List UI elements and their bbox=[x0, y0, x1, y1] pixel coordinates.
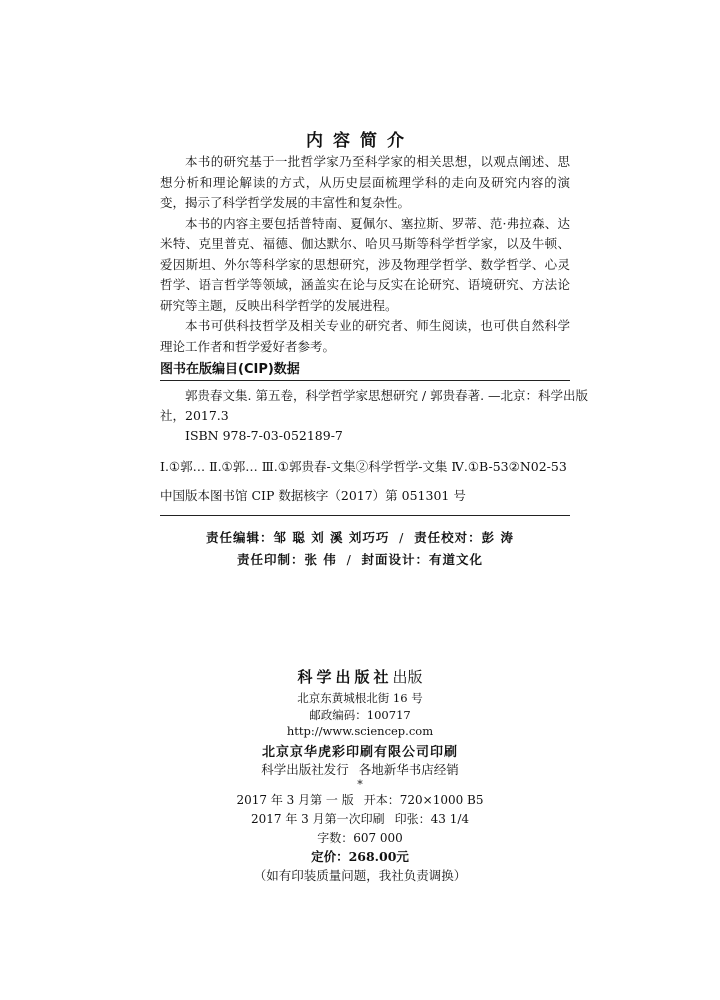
edition-line-1 bbox=[0, 791, 720, 808]
quality-note: （如有印装质量问题，我社负责调换） bbox=[253, 868, 467, 883]
sheets: 印张：43 1/4 bbox=[394, 812, 470, 826]
star-mark: * bbox=[357, 778, 363, 791]
price-value: 268.00元 bbox=[348, 849, 409, 864]
summary-paragraph-3: 本书可供科技哲学及相关专业的研究者、师生阅读，也可供自然科学理论工作者和哲学爱好者参考。 bbox=[160, 318, 570, 354]
cip-heading: 图书在版编目(CIP)数据 bbox=[160, 362, 300, 377]
cip-classification: Ⅰ.①郭… Ⅱ.①郭… Ⅲ.①郭贵春-文集②科学哲学-文集 Ⅳ.①B-53②N02-53 bbox=[160, 459, 567, 474]
price-line bbox=[0, 847, 720, 865]
publisher-line bbox=[0, 666, 720, 687]
summary-body bbox=[160, 152, 570, 357]
summary-paragraph-2: 本书的内容主要包括普特南、夏佩尔、塞拉斯、罗蒂、范·弗拉森、达米特、克里普克、福德、伽达默尔、哈贝马斯等科学哲学家，以及牛顿、爱因斯坦、外尔等科学家的思想研究，涉及物理学哲学、数学哲学、心灵哲学、语言哲学等领域，涵盖实在论与反实在论研究、语境研究、方法论研究等主题，反映出科学哲学的发展进程。 bbox=[160, 215, 570, 313]
printing-date: 2017 年 3 月第一次印刷 bbox=[250, 812, 385, 826]
postal-code: 邮政编码：100717 bbox=[309, 708, 411, 722]
publisher-suffix: 出版 bbox=[392, 668, 423, 686]
cip-entry-line-2: 社，2017.3 bbox=[160, 408, 229, 423]
summary-title: 内容简介 bbox=[306, 131, 414, 151]
editors: 邹 聪 刘 溪 刘巧巧 bbox=[273, 530, 390, 545]
publisher-address: 北京东黄城根北街 16 号 bbox=[297, 691, 423, 705]
cip-entry bbox=[160, 386, 589, 446]
cip-isbn: ISBN 978-7-03-052189-7 bbox=[185, 428, 343, 443]
cip-entry-line-1: 郭贵春文集. 第五卷，科学哲学家思想研究 / 郭贵春著. —北京：科学出版 bbox=[185, 388, 589, 403]
credits-separator: / bbox=[399, 530, 405, 545]
price-label: 定价： bbox=[311, 849, 349, 864]
cover-label: 封面设计： bbox=[361, 552, 430, 567]
word-count: 字数：607 000 bbox=[317, 831, 403, 845]
printing-label: 责任印制： bbox=[236, 552, 305, 567]
editor-label: 责任编辑： bbox=[205, 530, 274, 545]
publisher-name: 科学出版社 bbox=[297, 668, 393, 686]
publisher-website: http://www.sciencep.com bbox=[286, 724, 434, 738]
credits-separator: / bbox=[346, 552, 352, 567]
edition-date: 2017 年 3 月第 一 版 bbox=[236, 793, 354, 807]
cip-verification: 中国版本图书馆 CIP 数据核字（2017）第 051301 号 bbox=[160, 488, 466, 503]
distribution-line bbox=[0, 760, 720, 778]
credits-row-1 bbox=[0, 528, 720, 546]
distributor: 科学出版社发行 bbox=[261, 762, 349, 777]
printer: 北京京华虎彩印刷有限公司印刷 bbox=[261, 745, 458, 760]
cip-top-rule bbox=[160, 380, 570, 381]
credits-row-2 bbox=[0, 550, 720, 568]
proofreader: 彭 涛 bbox=[481, 530, 515, 545]
proofreader-label: 责任校对： bbox=[414, 530, 482, 545]
cover-designer: 有道文化 bbox=[429, 552, 484, 567]
summary-paragraph-1: 本书的研究基于一批哲学家乃至科学家的相关思想，以观点阐述、思想分析和理论解读的方式，从历史层面梳理学科的走向及研究内容的演变，揭示了科学哲学发展的丰富性和复杂性。 bbox=[160, 154, 570, 210]
cip-bottom-rule bbox=[160, 515, 570, 516]
printing-supervisor: 张 伟 bbox=[304, 552, 337, 567]
dealers: 各地新华书店经销 bbox=[358, 762, 459, 777]
edition-line-2 bbox=[0, 810, 720, 827]
format: 开本：720×1000 B5 bbox=[363, 793, 484, 807]
